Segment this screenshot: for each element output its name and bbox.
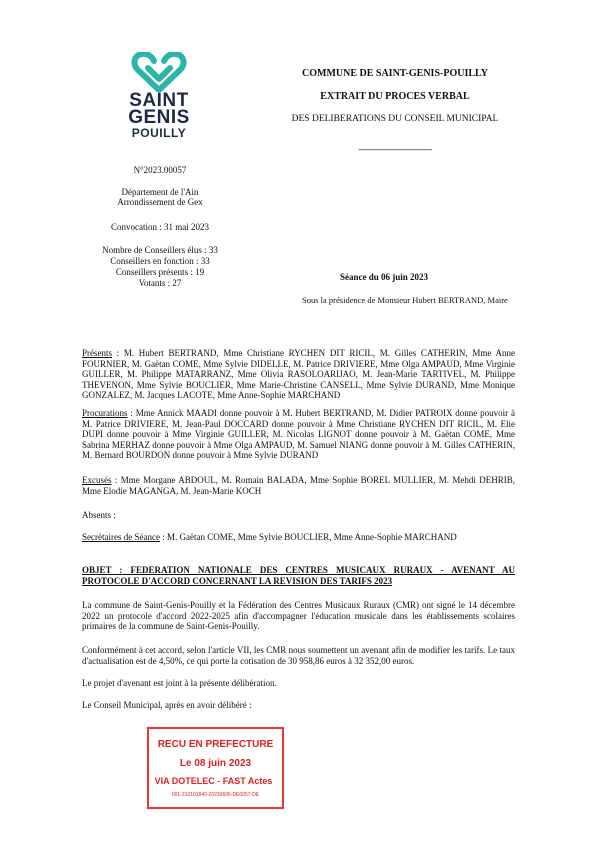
- objet-paragraph: [82, 565, 515, 586]
- objet-label: OBJET :: [82, 565, 123, 575]
- heart-logo-icon: [130, 52, 188, 92]
- stamp-line-2: Le 08 juin 2023: [179, 758, 252, 769]
- logo-text-saint: SAINT: [129, 90, 189, 111]
- seance-presidence: Sous la présidence de Monsieur Hubert BERTRAND, Maire: [302, 295, 508, 305]
- header-commune: COMMUNE DE SAINT-GENIS-POUILLY: [302, 68, 488, 79]
- logo: [118, 52, 200, 140]
- body-paragraph-1: La commune de Saint-Genis-Pouilly et la Fédération des Centres Musicaux Ruraux (CMR) ont signé le 14 décembre 2022 un protocole d'accord 2022-2025 afin d'accompagner l'éducation musicale dans les établissements scolaires primaires de la commune de Saint-Genis-Pouilly.: [82, 600, 515, 631]
- secretaires-text: : M. Gaëtan COME, Mme Sylvie BOUCLIER, Mme Anne-Sophie MARCHAND: [159, 532, 457, 542]
- excuses-paragraph: [82, 475, 515, 496]
- convocation: Convocation : 31 mai 2023: [111, 222, 209, 232]
- logo-text-pouilly: POUILLY: [131, 126, 187, 140]
- logo-text-genis: GENIS: [128, 107, 190, 128]
- conseillers-fonction: Conseillers en fonction : 33: [110, 256, 210, 266]
- secretaires-label: Secrétaires de Séance: [82, 532, 160, 542]
- secretaires-paragraph: [82, 532, 515, 543]
- conseillers-elus: Nombre de Conseillers élus : 33: [102, 245, 218, 255]
- excuses-label: Excusés: [82, 475, 112, 485]
- procurations-paragraph: [82, 408, 515, 461]
- header-separator: ----------------------------------: [358, 145, 432, 154]
- presents-label: Présents: [82, 348, 112, 358]
- presents-text: : M. Hubert BERTRAND, Mme Christiane RYCHEN DIT RICIL, M. Gilles CATHERIN, Mme Anne FOURNIER, M. Gaëtan COME, Mme Sylvie DIDELLE, M. Patrice DRIVIERE, Mme Olga AMPAUD, Mme Virginie GUILLER, M. Philippe MATARRANZ, Mme Olivia RASOLOARIJAO, M. Jean-Marie TARTIVEL, M. Philippe THEVENON, Mme Sylvie BOUCLIER, Mme Marie-Christine CANSELL, Mme Sylvie DURAND, Mme Monique GONZALEZ, M. Jacques LACOTE, Mme Anne-Sophie MARCHAND: [82, 348, 515, 400]
- prefecture-stamp: [147, 727, 284, 809]
- seance-date: Séance du 06 juin 2023: [340, 272, 429, 282]
- procurations-text: : Mme Annick MAADI donne pouvoir à M. Hubert BERTRAND, M. Didier PATROIX donne pouvoir à M. Patrice DRIVIERE, M. Jean-Paul DOCCARD donne pouvoir à Mme Christiane RYCHEN DIT RICIL, M. Elie DUPI donne pouvoir à Mme Virginie GUILLER, M. Nicolas LIGNOT donne pouvoir à M. Gaëtan COME, Mme Sabrina MERHAZ donne pouvoir à Mme Olga AMPAUD, M. Samuel NIANG donne pouvoir à M. Gilles CATHERIN, M. Bernard BOURDON donne pouvoir à Mme Sylvie DURAND: [82, 408, 515, 460]
- objet-text: FEDERATION NATIONALE DES CENTRES MUSICAUX RURAUX - AVENANT AU PROTOCOLE D'ACCORD CONCERNANT LA REVISION DES TARIFS 2023: [82, 565, 515, 586]
- absents-label: Absents :: [82, 510, 116, 520]
- body-paragraph-2: Conformément à cet accord, selon l'article VII, les CMR nous soumettent un avenant afin de modifier les tarifs. Le taux d'actualisation est de 4,50%, ce qui porte la cotisation de 30 958,86 euros à 32 352,00 euros.: [82, 645, 515, 666]
- procurations-label: Procurations: [82, 408, 128, 418]
- stamp-line-4: 001-210101840-20230606-DE0057-DE: [171, 792, 260, 798]
- stamp-line-3: VIA DOTELEC - FAST Actes: [154, 776, 273, 786]
- body-paragraph-3: Le projet d'avenant est joint à la présente délibération.: [82, 678, 277, 688]
- header-extrait: EXTRAIT DU PROCES VERBAL: [320, 91, 470, 102]
- stamp-line-1: RECU EN PREFECTURE: [157, 739, 274, 750]
- header-deliberations: DES DELIBERATIONS DU CONSEIL MUNICIPAL: [291, 114, 499, 124]
- conseillers-presents: Conseillers présents : 19: [115, 267, 205, 277]
- department: Département de l'Ain: [121, 187, 199, 197]
- excuses-text: : Mme Morgane ABDOUL, M. Romain BALADA, Mme Sophie BOREL MULLIER, M. Mehdi DEHRIB, Mme Elodie MAGANGA, M. Jean-Marie KOCH: [82, 475, 515, 496]
- body-paragraph-4: Le Conseil Municipal, après en avoir délibéré :: [82, 700, 252, 710]
- numero: N°2023.00057: [133, 165, 187, 175]
- votants: Votants : 27: [138, 278, 182, 288]
- arrondissement: Arrondissement de Gex: [117, 197, 203, 207]
- presents-paragraph: [82, 348, 515, 401]
